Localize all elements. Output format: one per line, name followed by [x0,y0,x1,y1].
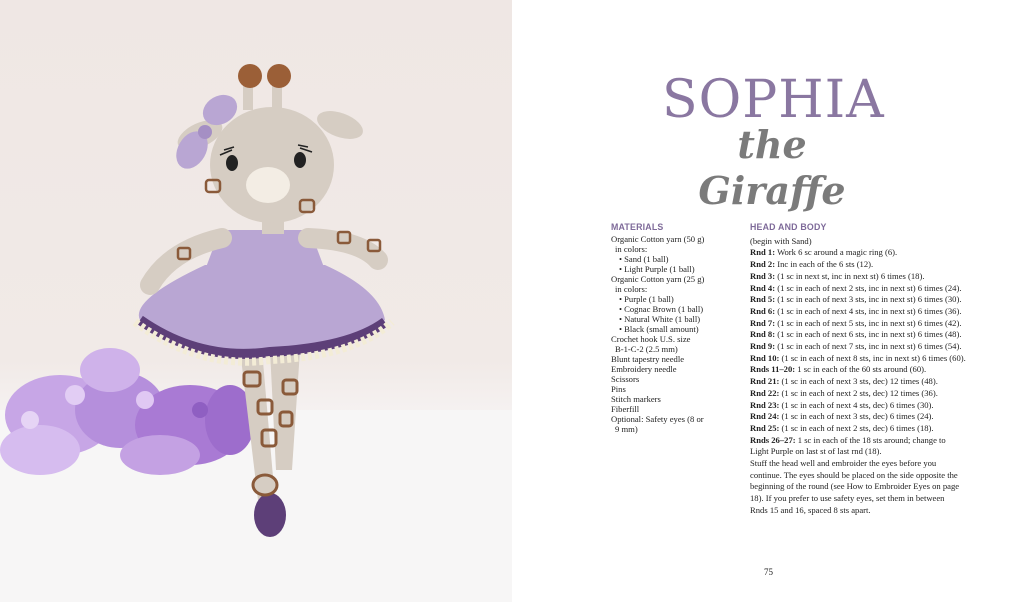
round-line [750,271,962,283]
round-label: Rnd 7: [750,317,776,328]
materials-column [611,222,739,434]
materials-line: Pins [611,384,626,394]
round-label: Rnd 24: [750,411,780,422]
head-body-intro: (begin with Sand) [750,235,812,246]
round-label: Rnds 26–27: [750,434,796,445]
round-text: (1 sc in each of next 7 sts, inc in next st) 6 times (54). [775,341,962,352]
round-line [750,247,962,259]
round-line [750,411,962,423]
pattern-subtitle: the Giraffe [698,122,846,213]
lilac-flowers [0,348,255,475]
materials-line: Blunt tapestry needle [611,354,685,364]
head-body-column [750,222,966,517]
round-label: Rnds 11–20: [750,364,796,375]
materials-line: • Purple (1 ball) [619,294,674,304]
round-text: (1 sc in each of next 3 sts, dec) 12 times (48). [779,376,938,387]
round-label: Rnd 21: [750,376,780,387]
round-line [750,306,962,318]
pattern-page [512,0,1024,602]
round-label: Rnd 22: [750,387,780,398]
materials-line: Organic Cotton yarn (50 g) [611,234,705,244]
round-line [750,364,962,376]
pattern-title: SOPHIA [662,70,885,130]
round-line [750,329,962,341]
round-text: 1 sc in each of the 60 sts around (60). [795,364,927,375]
round-text: (1 sc in each of next 4 sts, dec) 6 times (30). [779,399,934,410]
round-label: Rnd 23: [750,399,780,410]
materials-line: Optional: Safety eyes (8 or [611,414,704,424]
materials-line: in colors: [615,244,648,254]
round-line [750,352,966,365]
round-text: (1 sc in each of next 2 sts, dec) 6 times (18). [779,422,934,433]
materials-line: 9 mm) [615,424,638,434]
round-text: (1 sc in each of next 3 sts, inc in next st) 6 times (30). [775,294,962,305]
round-label: Rnd 5: [750,294,776,305]
round-text: Work 6 sc around a magic ring (6). [775,247,898,258]
materials-line: • Natural White (1 ball) [619,314,701,324]
round-label: Rnd 1: [750,247,776,258]
materials-line: Scissors [611,374,640,384]
round-line [750,388,962,400]
head-body-note: Stuff the head well and embroider the eyes before you continue. The eyes should be placed on the side opposite the beginning of the round (see How to Embroider Eyes on page 18). If you prefer to use safety eyes, set them in between Rnds 15 and 16, spaced 8 sts apart. [750,458,960,515]
round-text: (1 sc in each of next 8 sts, inc in next st) 6 times (60). [779,352,966,363]
round-label: Rnd 10: [750,352,780,363]
round-line [750,294,962,306]
round-text: Inc in each of the 6 sts (12). [775,259,874,270]
round-text: (1 sc in each of next 2 sts, inc in next st) 6 times (24). [775,282,962,293]
materials-line: • Light Purple (1 ball) [619,264,695,274]
page-number: 75 [764,567,773,577]
round-text: (1 sc in each of next 3 sts, dec) 6 times (24). [779,411,934,422]
round-label: Rnd 9: [750,341,776,352]
materials-line: Embroidery needle [611,364,677,374]
materials-line: Organic Cotton yarn (25 g) [611,274,705,284]
round-label: Rnd 6: [750,305,776,316]
round-label: Rnd 2: [750,259,776,270]
round-text: 1 sc in each of the 18 sts around; change to Light Purple on last st of last rnd (18). [750,434,946,457]
materials-line: Fiberfill [611,404,640,414]
materials-line: • Cognac Brown (1 ball) [619,304,704,314]
materials-line: Stitch markers [611,394,661,404]
round-label: Rnd 25: [750,422,780,433]
round-label: Rnd 4: [750,282,776,293]
round-text: (1 sc in each of next 4 sts, inc in next st) 6 times (36). [775,305,962,316]
round-line [750,318,962,330]
materials-line: B-1-C-2 (2.5 mm) [615,344,678,354]
round-text: (1 sc in next st, inc in next st) 6 times (18). [775,270,925,281]
materials-line: • Black (small amount) [619,324,699,334]
round-line [750,283,962,295]
materials-line: Crochet hook U.S. size [611,334,691,344]
round-line [750,400,962,412]
materials-line: • Sand (1 ball) [619,254,669,264]
round-text: (1 sc in each of next 5 sts, inc in next st) 6 times (42). [775,317,962,328]
round-line [750,423,962,435]
head-body-heading: HEAD AND BODY [750,222,827,232]
round-label: Rnd 8: [750,329,776,340]
materials-heading: MATERIALS [611,222,664,232]
round-line [750,435,962,458]
round-text: (1 sc in each of next 2 sts, dec) 12 times (36). [779,387,938,398]
round-line [750,341,962,353]
round-text: (1 sc in each of next 6 sts, inc in next st) 6 times (48). [775,329,962,340]
round-line [750,259,962,271]
round-line [750,376,962,388]
round-label: Rnd 3: [750,270,776,281]
materials-line: in colors: [615,284,648,294]
